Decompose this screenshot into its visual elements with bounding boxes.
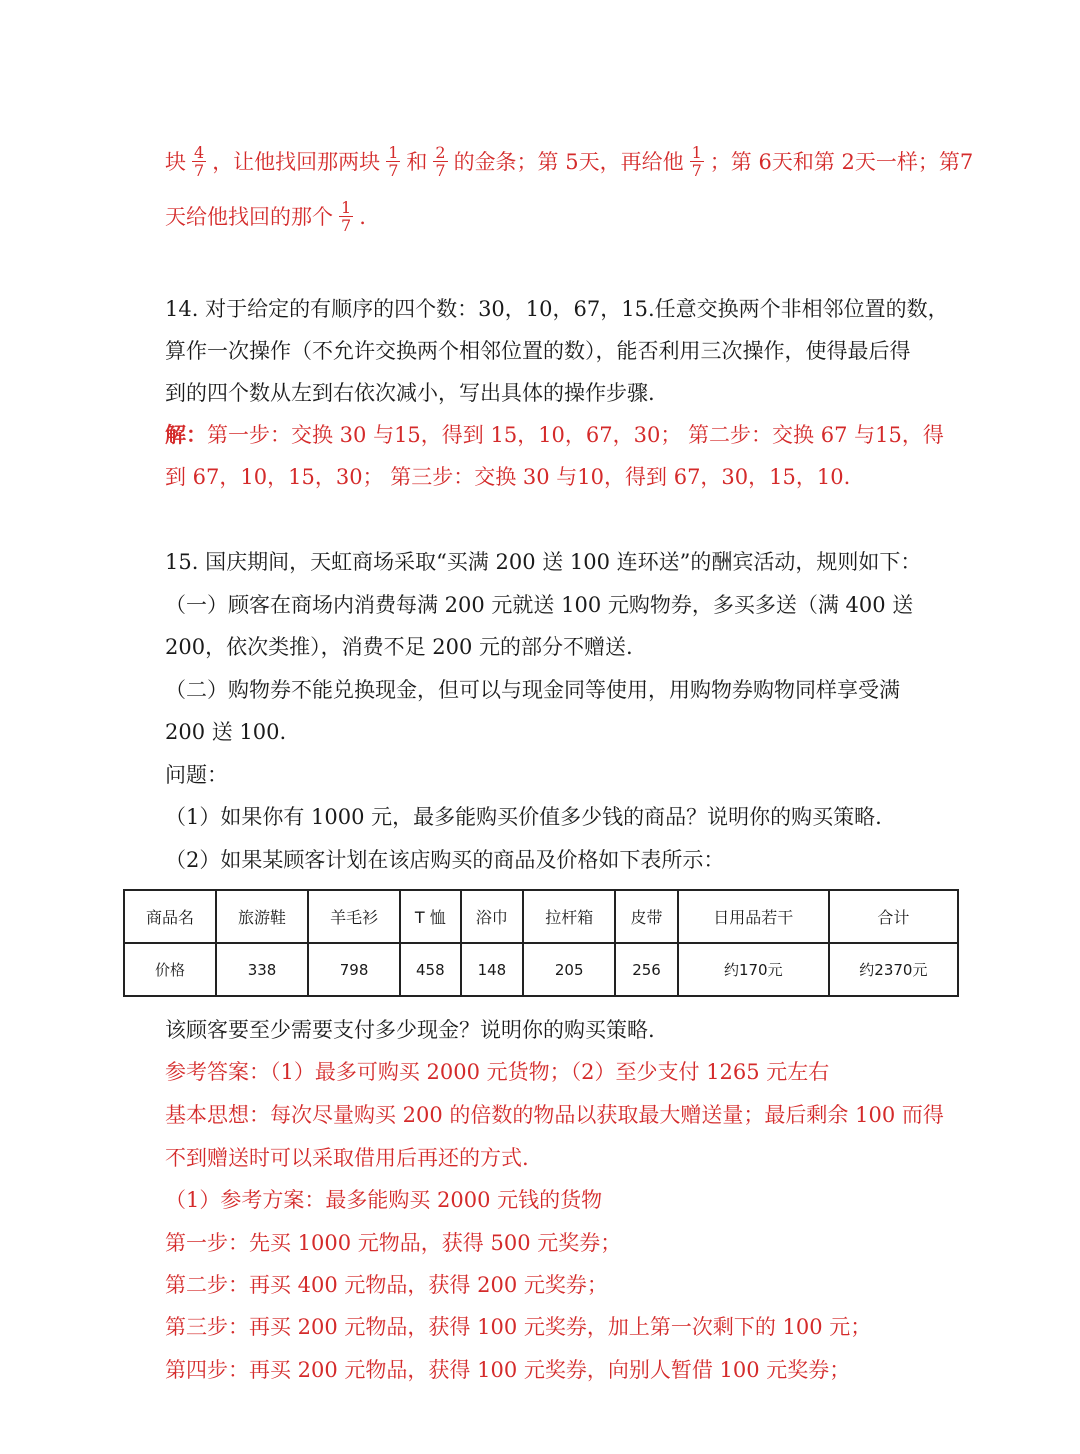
q15-line-8: （2）如果某顾客计划在该店购买的商品及价格如下表所示： (165, 848, 725, 872)
continuation-line-1: 块 $\frac{4}{7}$ ，让他找回那两块 $\frac{1}{7}$ 和 $\frac{2}{7}$ 的金条；第 5天，再给他 $\frac{1}{7}$ ；第 6天和第 2天一样；第7 (165, 143, 974, 180)
answer-label: 解： (165, 422, 207, 447)
q15-answer-line-1: 参考答案：（1）最多可购买 2000 元货物；（2）至少支付 1265 元左右 (165, 1060, 830, 1084)
table-cell: 拉杆箱 (523, 890, 615, 943)
table-cell: 旅游鞋 (216, 890, 308, 943)
price-table (123, 889, 959, 997)
q15-answer-line-3: 不到赠送时可以采取借用后再还的方式. (165, 1146, 529, 1170)
q14-line-3: 到的四个数从左到右依次减小，写出具体的操作步骤. (165, 381, 655, 405)
q15-answer-line-5: 第一步：先买 1000 元物品，获得 500 元奖券； (165, 1231, 622, 1255)
table-header-row (124, 890, 958, 943)
fraction: $\frac{2}{7}$ (435, 143, 446, 180)
fraction: $\frac{1}{7}$ (691, 143, 702, 180)
q15-line-4: （二）购物券不能兑换现金，但可以与现金同等使用，用购物券购物同样享受满 (165, 678, 900, 702)
q15-line-3: 200，依次类推），消费不足 200 元的部分不赠送. (165, 635, 633, 659)
q15-line-7: （1）如果你有 1000 元，最多能购买价值多少钱的商品？说明你的购买策略. (165, 805, 882, 829)
q15-answer-line-2: 基本思想：每次尽量购买 200 的倍数的物品以获取最大赠送量；最后剩余 100 而得 (165, 1103, 944, 1127)
q15-answer-line-8: 第四步：再买 200 元物品，获得 100 元奖券，向别人暂借 100 元奖券； (165, 1358, 851, 1382)
table-cell: T 恤 (400, 890, 461, 943)
q15-answer-line-4: （1）参考方案：最多能购买 2000 元钱的货物 (165, 1188, 603, 1212)
q15-after-table: 该顾客要至少需要支付多少现金？说明你的购买策略. (165, 1018, 655, 1042)
table-row (124, 943, 958, 996)
q15-line-6: 问题： (165, 763, 228, 787)
q15-answer-line-7: 第三步：再买 200 元物品，获得 100 元奖券，加上第一次剩下的 100 元； (165, 1315, 872, 1339)
table-cell: 羊毛衫 (308, 890, 400, 943)
q14-line-2: 算作一次操作（不允许交换两个相邻位置的数），能否利用三次操作，使得最后得 (165, 339, 911, 363)
table-cell: 约2370元 (829, 943, 958, 996)
table-cell: 皮带 (615, 890, 678, 943)
q15-line-1: 15. 国庆期间，天虹商场采取“买满 200 送 100 连环送”的酬宾活动，规则如下： (165, 550, 922, 574)
table-cell: 458 (400, 943, 461, 996)
table-cell: 约170元 (678, 943, 829, 996)
continuation-line-2: 天给他找回的那个 $\frac{1}{7}$ . (165, 198, 366, 235)
table-cell: 256 (615, 943, 678, 996)
table-cell: 205 (523, 943, 615, 996)
table-cell: 338 (216, 943, 308, 996)
table-cell: 日用品若干 (678, 890, 829, 943)
table-cell: 价格 (124, 943, 216, 996)
fraction: $\frac{1}{7}$ (388, 143, 399, 180)
table-cell: 148 (461, 943, 524, 996)
q14-answer-line-1: 解：第一步：交换 30 与15，得到 15，10，67，30； 第二步：交换 67 与15，得 (165, 422, 944, 447)
q15-answer-line-6: 第二步：再买 400 元物品，获得 200 元奖券； (165, 1273, 608, 1297)
table-cell: 浴巾 (461, 890, 524, 943)
fraction: $\frac{1}{7}$ (341, 198, 352, 235)
q15-line-2: （一）顾客在商场内消费每满 200 元就送 100 元购物券，多买多送（满 400 送 (165, 593, 914, 617)
q15-line-5: 200 送 100. (165, 720, 287, 744)
q14-answer-line-2: 到 67，10，15，30； 第三步：交换 30 与10，得到 67，30，15，10. (165, 465, 851, 489)
table-cell: 798 (308, 943, 400, 996)
table-cell: 合计 (829, 890, 958, 943)
q14-line-1: 14. 对于给定的有顺序的四个数：30，10，67，15.任意交换两个非相邻位置的数， (165, 297, 949, 321)
table-cell: 商品名 (124, 890, 216, 943)
fraction: $\frac{4}{7}$ (194, 143, 205, 180)
